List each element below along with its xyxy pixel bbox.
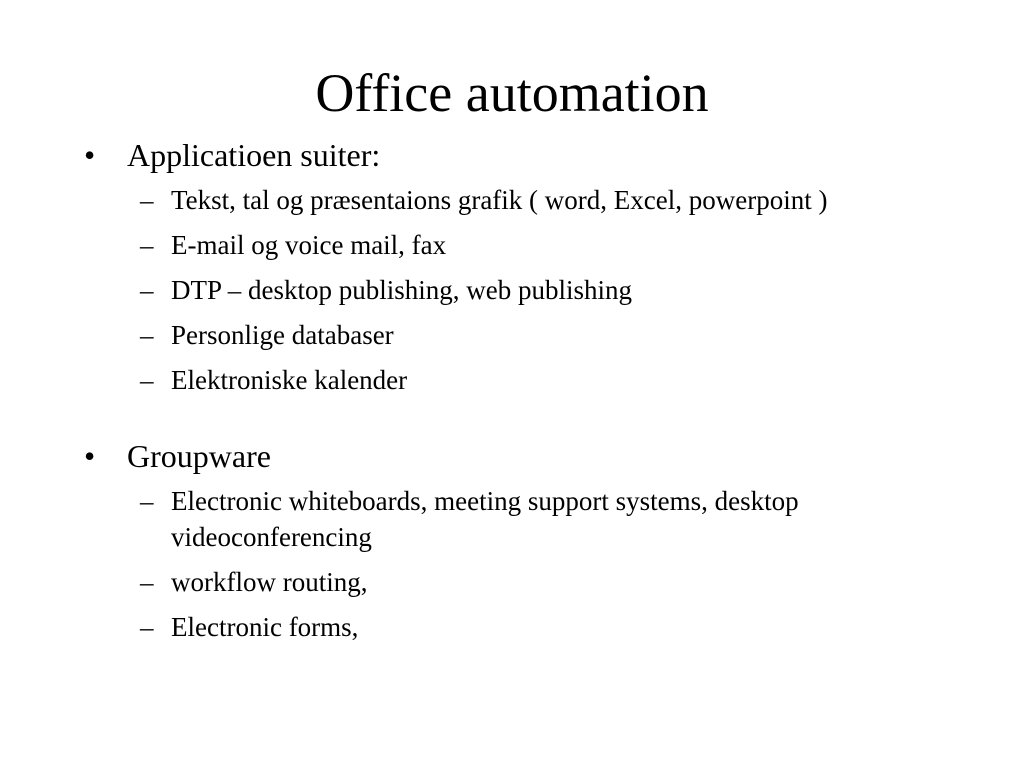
- sub-bullet-item: [127, 362, 944, 398]
- sub-bullet-text: Personlige databaser: [171, 320, 394, 350]
- dash-icon: –: [140, 612, 154, 642]
- bullet-list: [84, 133, 944, 654]
- bullet-item-applications: [84, 133, 944, 398]
- sub-bullet-text: E-mail og voice mail, fax: [171, 230, 447, 260]
- sub-bullet-list: [127, 483, 944, 645]
- sub-bullet-item: [127, 227, 944, 263]
- sub-bullet-text: DTP – desktop publishing, web publishing: [171, 275, 633, 305]
- sub-bullet-item: [127, 609, 944, 645]
- sub-bullet-item: [127, 272, 944, 308]
- sub-bullet-item: [127, 317, 944, 353]
- dash-icon: –: [140, 567, 154, 597]
- bullet-dot-icon: •: [84, 137, 96, 173]
- bullet-item-groupware: [84, 434, 944, 645]
- bullet-text: Groupware: [127, 438, 271, 474]
- sub-bullet-text: Electronic forms,: [171, 612, 359, 642]
- dash-icon: –: [140, 365, 154, 395]
- sub-bullet-list: [127, 182, 944, 398]
- sub-bullet-text: Elektroniske kalender: [171, 365, 408, 395]
- slide-title: Office automation: [315, 63, 709, 123]
- dash-icon: –: [140, 486, 154, 516]
- sub-bullet-item: [127, 564, 944, 600]
- sub-bullet-item: [127, 182, 944, 218]
- sub-bullet-item: [127, 483, 944, 555]
- sub-bullet-text: Tekst, tal og præsentaions grafik ( word, Excel, powerpoint ): [171, 185, 828, 215]
- dash-icon: –: [140, 275, 154, 305]
- bullet-dot-icon: •: [84, 438, 96, 474]
- dash-icon: –: [140, 320, 154, 350]
- sub-bullet-text: workflow routing,: [171, 567, 368, 597]
- sub-bullet-text: Electronic whiteboards, meeting support systems, desktop videoconferencing: [171, 486, 799, 552]
- bullet-text: Applicatioen suiter:: [127, 137, 381, 173]
- dash-icon: –: [140, 185, 154, 215]
- dash-icon: –: [140, 230, 154, 260]
